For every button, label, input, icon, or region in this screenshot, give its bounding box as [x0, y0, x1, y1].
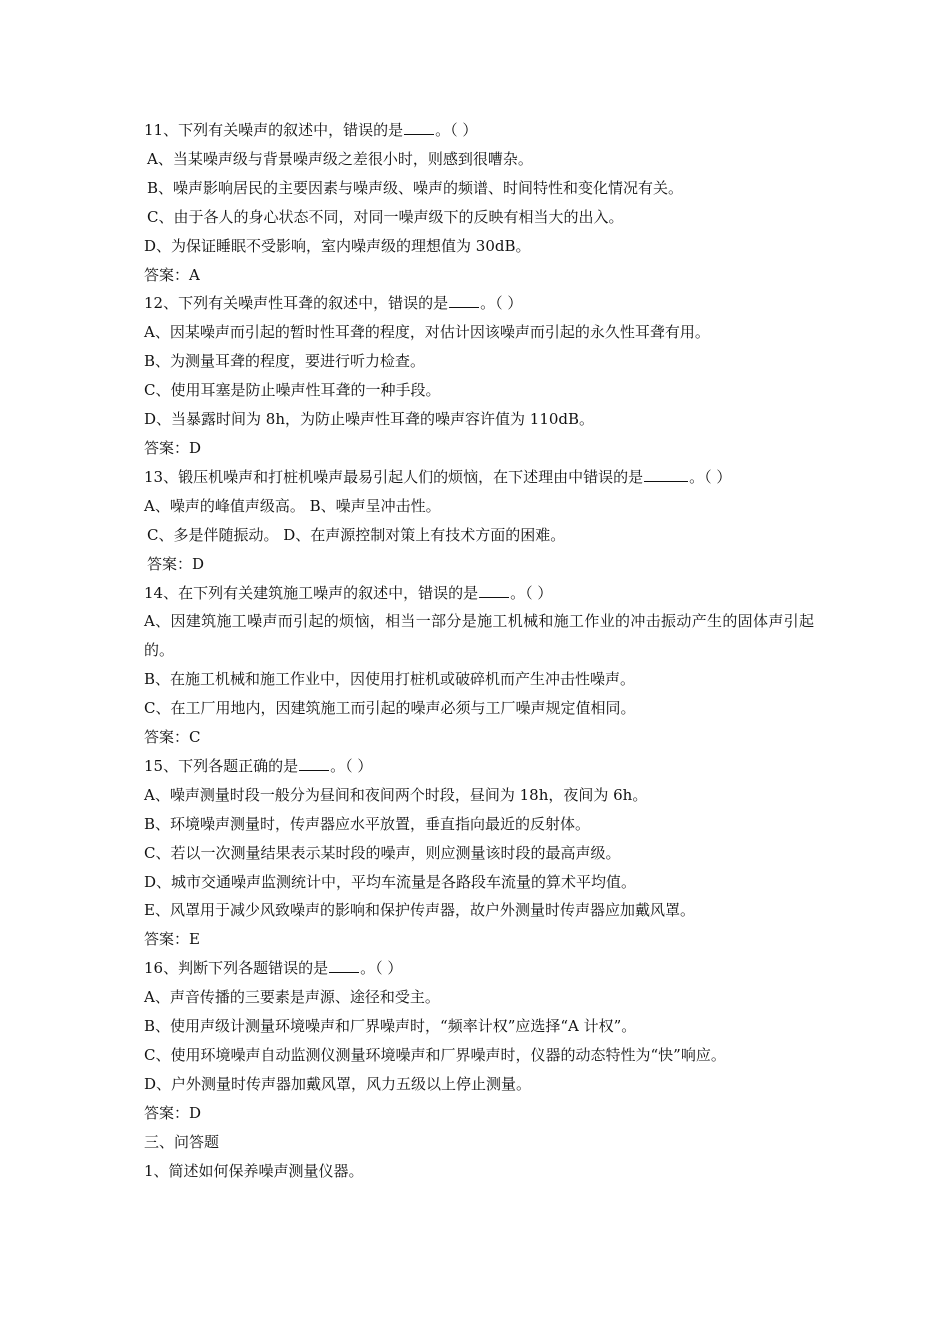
question-14-option-b: B、在施工机械和施工作业中，因使用打桩机或破碎机而产生冲击性噪声。: [144, 670, 636, 689]
answer-blank: [404, 117, 434, 135]
question-15-option-a: A、噪声测量时段一般分为昼间和夜间两个时段，昼间为 18h，夜间为 6h。: [144, 785, 648, 804]
question-11-stem-text: 11、下列有关噪声的叙述中，错误的是: [144, 121, 404, 139]
question-13-stem-text: 13、锻压机噪声和打桩机噪声最易引起人们的烦恼，在下述理由中错误的是: [144, 467, 644, 486]
answer-blank: [299, 753, 329, 771]
answer-blank: [479, 580, 509, 598]
question-15-option-e: E、风罩用于减少风致噪声的影响和保护传声器，故户外测量时传声器应加戴风罩。: [144, 901, 695, 920]
answer-blank: [644, 464, 688, 482]
question-16-option-a: A、声音传播的三要素是声源、途径和受主。: [144, 988, 440, 1007]
question-11-option-b: B、噪声影响居民的主要因素与噪声级、噪声的频谱、时间特性和变化情况有关。: [147, 178, 684, 197]
question-12-stem: [144, 289, 814, 318]
page-content: [144, 116, 814, 1186]
question-16-option-d: D、户外测量时传声器加戴风罩，风力五级以上停止测量。: [144, 1074, 532, 1093]
question-12-option-d: D、当暴露时间为 8h，为防止噪声性耳聋的噪声容许值为 110dB。: [144, 410, 595, 429]
question-14-option-c: C、在工厂用地内，因建筑施工而引起的噪声必须与工厂噪声规定值相同。: [144, 699, 636, 718]
question-13-stem: [144, 463, 814, 492]
question-13-options-cd: C、多是伴随振动。 D、在声源控制对策上有技术方面的困难。: [147, 525, 566, 544]
question-16-option-b: B、使用声级计测量环境噪声和厂界噪声时，“频率计权”应选择“A 计权”。: [144, 1017, 637, 1036]
question-11-stem: [144, 116, 814, 145]
question-11-option-c: C、由于各人的身心状态不同，对同一噪声级下的反映有相当大的出入。: [147, 207, 624, 226]
question-11-answer: 答案：A: [144, 265, 200, 284]
question-15-option-c: C、若以一次测量结果表示某时段的噪声，则应测量该时段的最高声级。: [144, 843, 621, 862]
question-12-bracket: 。（ ）: [480, 294, 523, 313]
answer-blank: [329, 955, 359, 973]
question-12-option-b: B、为测量耳聋的程度，要进行听力检查。: [144, 352, 426, 371]
question-14-stem-text: 14、在下列有关建筑施工噪声的叙述中，错误的是: [144, 583, 479, 602]
question-13-answer: 答案：D: [147, 554, 205, 573]
question-14-option-a: A、因建筑施工噪声而引起的烦恼，相当一部分是施工机械和施工作业的冲击振动产生的固体声引起的。: [144, 612, 814, 660]
section-3-question-1: 1、简述如何保养噪声测量仪器。: [144, 1161, 364, 1180]
question-12-answer: 答案：D: [144, 438, 202, 457]
question-15-answer: 答案：E: [144, 930, 200, 949]
question-16-bracket: 。（ ）: [360, 959, 403, 978]
section-3-heading: 三、问答题: [144, 1132, 220, 1151]
question-12-stem-text: 12、下列有关噪声性耳聋的叙述中，错误的是: [144, 294, 449, 313]
question-13-options-ab: A、噪声的峰值声级高。 B、噪声呈冲击性。: [144, 496, 441, 515]
question-16-stem: [144, 954, 814, 983]
question-12-option-c: C、使用耳塞是防止噪声性耳聋的一种手段。: [144, 381, 441, 400]
question-15-option-b: B、环境噪声测量时，传声器应水平放置，垂直指向最近的反射体。: [144, 814, 591, 833]
question-14-bracket: 。（ ）: [510, 583, 553, 602]
question-16-answer: 答案：D: [144, 1103, 202, 1122]
question-16-option-c: C、使用环境噪声自动监测仪测量环境噪声和厂界噪声时，仪器的动态特性为“快”响应。: [144, 1046, 726, 1064]
question-11-option-a: A、当某噪声级与背景噪声级之差很小时，则感到很嘈杂。: [147, 149, 533, 168]
question-14-stem: [144, 579, 814, 608]
question-14-answer: 答案：C: [144, 728, 201, 747]
question-15-stem-text: 15、下列各题正确的是: [144, 756, 299, 775]
question-12-option-a: A、因某噪声而引起的暂时性耳聋的程度，对估计因该噪声而引起的永久性耳聋有用。: [144, 323, 710, 342]
question-11-option-d: D、为保证睡眠不受影响，室内噪声级的理想值为 30dB。: [144, 236, 531, 255]
question-16-stem-text: 16、判断下列各题错误的是: [144, 959, 329, 978]
question-11-bracket: 。（ ）: [435, 121, 478, 139]
question-15-option-d: D、城市交通噪声监测统计中，平均车流量是各路段车流量的算术平均值。: [144, 872, 637, 891]
question-15-stem: [144, 752, 814, 781]
question-15-bracket: 。（ ）: [330, 756, 373, 775]
answer-blank: [449, 290, 479, 308]
question-13-bracket: 。（ ）: [689, 467, 732, 486]
